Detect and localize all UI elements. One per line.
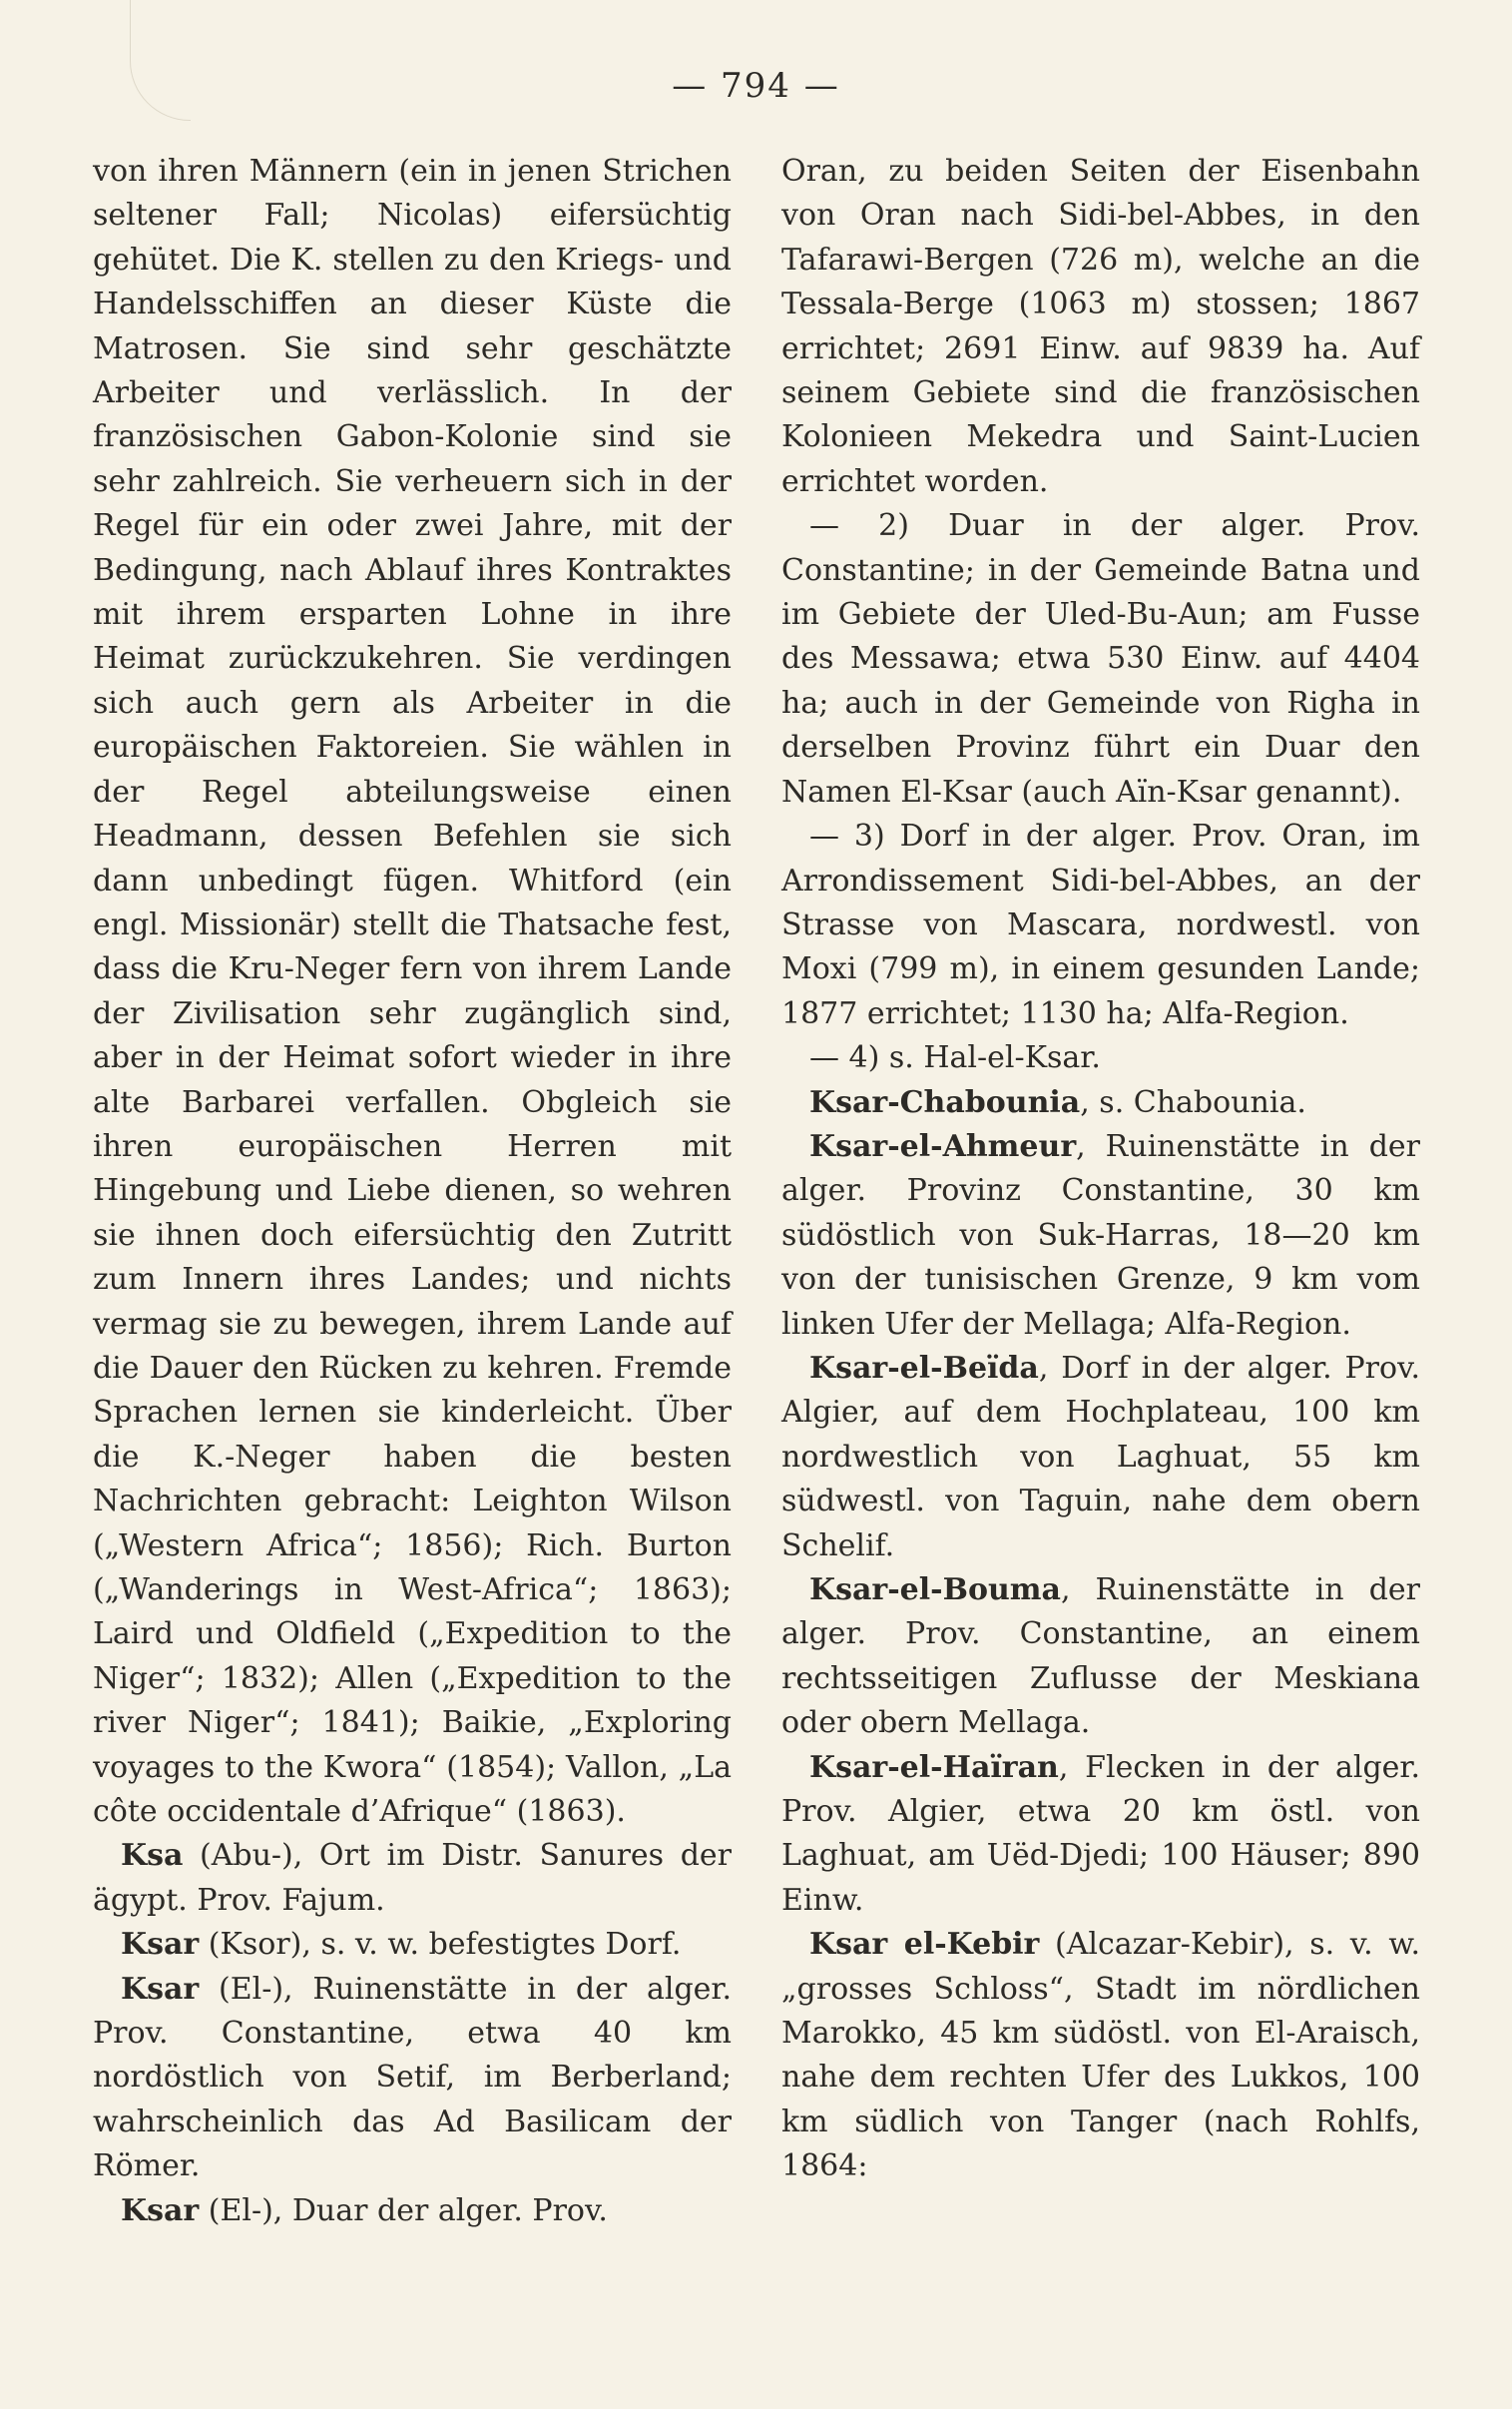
entry-headword: Ksar el-Kebir	[809, 1927, 1040, 1963]
entry-text: , Dorf in der alger. Prov. Algier, auf dem Hochplateau, 100 km nordwestlich von Laghuat, 55 km südwestl. von Taguin, nahe dem obern Schelif.	[781, 1350, 1420, 1563]
entry	[93, 1968, 732, 2189]
entry	[781, 1568, 1420, 1746]
entry-headword: Ksar-el-Bouma	[809, 1572, 1061, 1607]
entry-headword: Ksar-el-Haïran	[809, 1749, 1059, 1785]
entry-text: , Ruinenstätte in der alger. Provinz Constantine, 30 km südöstlich von Suk-Harras, 18—20 km von der tunisischen Grenze, 9 km vom linken Ufer der Mellaga; Alfa-Region.	[781, 1128, 1420, 1342]
entry-text: , Flecken in der alger. Prov. Algier, etwa 20 km östl. von Laghuat, am Uëd-Djedi; 100 Häuser; 890 Einw.	[781, 1749, 1420, 1918]
entry	[781, 1923, 1420, 2188]
entry	[781, 1081, 1420, 1125]
entry-text: (Abu-), Ort im Distr. Sanures der ägypt. Prov. Fajum.	[93, 1838, 732, 1918]
sub-entry: — 3) Dorf in der alger. Prov. Oran, im Arrondissement Sidi-bel-Abbes, an der Strasse von Mascara, nordwestl. von Moxi (799 m), in einem gesunden Lande; 1877 errichtet; 1130 ha; Alfa-Region.	[781, 819, 1420, 1031]
entry-text: (Ksor), s. v. w. befestigtes Dorf.	[199, 1927, 682, 1963]
entry-text: , Ruinenstätte in der alger. Prov. Constantine, an einem rechtsseitigen Zuflusse der Meskiana oder obern Mellaga.	[781, 1572, 1420, 1741]
entry-headword: Ksar	[121, 2192, 200, 2228]
entry-headword: Ksar	[121, 1971, 200, 2007]
sub-entry: — 2) Duar in der alger. Prov. Constantine; in der Gemeinde Batna und im Gebiete der Uled-Bu-Aun; am Fusse des Messawa; etwa 530 Einw. auf 4404 ha; auch in der Gemeinde von Righa in derselben Provinz führt ein Duar den Namen El-Ksar (auch Aïn-Ksar genannt).	[781, 508, 1420, 810]
entry	[781, 1347, 1420, 1568]
right-column	[781, 150, 1420, 2189]
entry-headword: Ksa	[121, 1838, 184, 1874]
sub-entry: — 4) s. Hal-el-Ksar.	[809, 1040, 1101, 1076]
left-column	[93, 150, 732, 2233]
entry-headword: Ksar-Chabounia	[809, 1084, 1081, 1120]
continued-paragraph: Oran, zu beiden Seiten der Eisenbahn von Oran nach Sidi-bel-Abbes, in den Tafarawi-Bergen (726 m), welche an die Tessala-Berge (1063 m) stossen; 1867 errichtet; 2691 Einw. auf 9839 ha. Auf seinem Gebiete sind die französischen Kolonieen Mekedra und Saint-Lucien errichtet worden.	[781, 154, 1420, 499]
entry-headword: Ksar	[121, 1927, 200, 1963]
entry-headword: Ksar-el-Beïda	[809, 1350, 1039, 1386]
entry-text: , s. Chabounia.	[1080, 1084, 1306, 1120]
entry	[93, 2189, 732, 2233]
entry	[93, 1834, 732, 1923]
entry-text: (El-), Ruinenstätte in der alger. Prov. Constantine, etwa 40 km nordöstlich von Setif, im Berberland; wahrscheinlich das Ad Basilicam der Römer.	[93, 1971, 732, 2184]
entry-text: (Alcazar-Kebir), s. v. w. „grosses Schloss“, Stadt im nördlichen Marokko, 45 km südöstl. von El-Araisch, nahe dem rechten Ufer des Lukkos, 100 km südlich von Tanger (nach Rohlfs, 1864:	[781, 1927, 1420, 2184]
entry-text: (El-), Duar der alger. Prov.	[199, 2192, 608, 2228]
entry	[781, 1746, 1420, 1924]
page-number: — 794 —	[672, 66, 840, 106]
entry	[781, 1125, 1420, 1347]
entry-headword: Ksar-el-Ahmeur	[809, 1128, 1077, 1164]
continued-paragraph: von ihren Männern (ein in jenen Strichen seltener Fall; Nicolas) eifersüchtig gehütet. Die K. stellen zu den Kriegs- und Handelsschiffen an dieser Küste die Matrosen. Sie sind sehr geschätzte Arbeiter und verlässlich. In der französischen Gabon-Kolonie sind sie sehr zahlreich. Sie verheuern sich in der Regel für ein oder zwei Jahre, mit der Bedingung, nach Ablauf ihres Kontraktes mit ihrem ersparten Lohne in ihre Heimat zurückzukehren. Sie verdingen sich auch gern als Arbeiter in die europäischen Faktoreien. Sie wählen in der Regel abteilungsweise einen Headmann, dessen Befehlen sie sich dann unbedingt fügen. Whitford (ein engl. Missionär) stellt die Thatsache fest, dass die Kru-Neger fern von ihrem Lande der Zivilisation sehr zugänglich sind, aber in der Heimat sofort wieder in ihre alte Barbarei verfallen. Obgleich sie ihren europäischen Herren mit Hingebung und Liebe dienen, so wehren sie ihnen doch eifersüchtig den Zutritt zum Innern ihres Landes; und nichts vermag sie zu bewegen, ihrem Lande auf die Dauer den Rücken zu kehren. Fremde Sprachen lernen sie kinderleicht. Über die K.-Neger haben die besten Nachrichten gebracht: Leighton Wilson („Western Africa“; 1856); Rich. Burton („Wanderings in West-Africa“; 1863); Laird und Oldfield („Expedition to the Niger“; 1832); Allen („Expedition to the river Niger“; 1841); Baikie, „Exploring voyages to the Kwora“ (1854); Vallon, „La côte occidentale d’Afrique“ (1863).	[93, 154, 732, 1830]
entry	[93, 1923, 732, 1967]
